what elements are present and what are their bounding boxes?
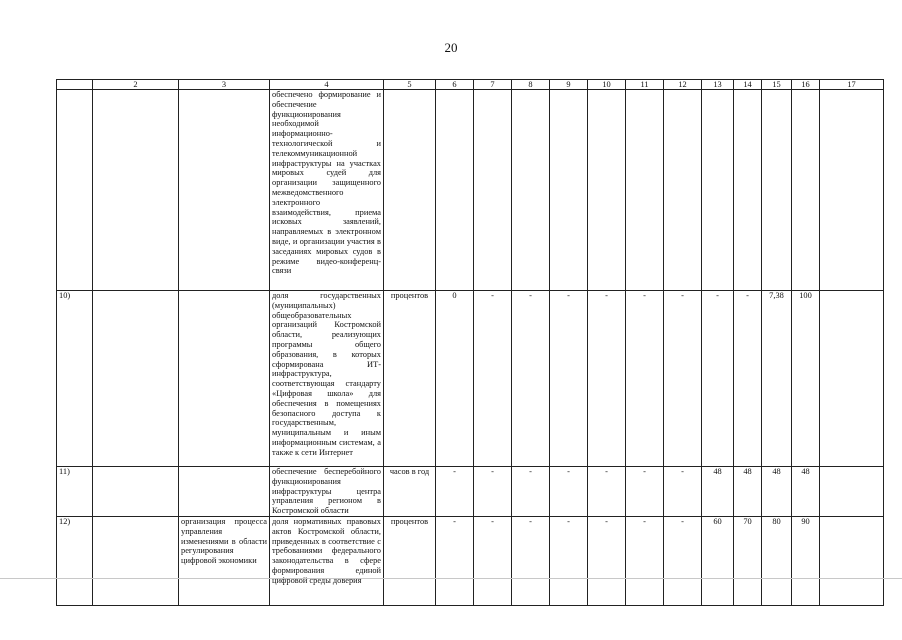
- indicator-name-cell: обеспечение бесперебойного функционирования инфраструктуры центра управления регионом в Костромской области: [270, 467, 384, 517]
- col-header-6: 6: [436, 80, 474, 90]
- value-cell: -: [588, 467, 626, 517]
- col-header-8: 8: [512, 80, 550, 90]
- goal-cell: [93, 467, 179, 517]
- value-cell: -: [664, 291, 702, 467]
- indicator-name-cell: доля государственных (муниципальных) общеобразовательных организаций Костромской области, реализующих программы общего образования, в которых сформирована ИТ-инфраструктура, соответствующая стандарту «Цифровая школа» для обеспечения в помещениях безопасного доступа к государственным, муниципальным и иным информационным системам, а также к сети Интернет: [270, 291, 384, 467]
- column-number-row: [57, 80, 884, 90]
- value-cell: -: [512, 517, 550, 606]
- note-cell: [820, 517, 884, 606]
- value-cell: 60: [702, 517, 734, 606]
- value-cell: -: [664, 467, 702, 517]
- value-cell: -: [474, 291, 512, 467]
- indicator-name-cell: обеспечено формирование и обеспечение функционирования необходимой информационно-технологической и телекоммуникационной инфраструктуры на участках мировых судей для организации защищенного межведомственного электронного взаимодействия, приема исковых заявлений, направляемых в электронном виде, и организации участия в заседаниях мировых судов в режиме видео-конференц-связи: [270, 90, 384, 291]
- task-cell: [179, 90, 270, 291]
- value-cell: 48: [762, 467, 792, 517]
- unit-cell: часов в год: [384, 467, 436, 517]
- value-cell: 48: [792, 467, 820, 517]
- value-cell: -: [474, 467, 512, 517]
- value-cell: [474, 90, 512, 291]
- goal-cell: [93, 90, 179, 291]
- goal-cell: [93, 291, 179, 467]
- col-header-2: 2: [93, 80, 179, 90]
- indicator-name-cell: доля нормативных правовых актов Костромской области, приведенных в соответствие с требованиями федерального законодательства в сфере формирования единой цифровой среды доверия: [270, 517, 384, 606]
- value-cell: -: [588, 517, 626, 606]
- value-cell: 0: [436, 291, 474, 467]
- value-cell: 100: [792, 291, 820, 467]
- note-cell: [820, 90, 884, 291]
- value-cell: [588, 90, 626, 291]
- value-cell: -: [626, 291, 664, 467]
- value-cell: -: [436, 517, 474, 606]
- value-cell: [512, 90, 550, 291]
- value-cell: -: [512, 467, 550, 517]
- task-cell: [179, 291, 270, 467]
- value-cell: 90: [792, 517, 820, 606]
- col-header-5: 5: [384, 80, 436, 90]
- value-cell: -: [588, 291, 626, 467]
- row-number-cell: [57, 90, 93, 291]
- value-cell: [626, 90, 664, 291]
- value-cell: -: [626, 517, 664, 606]
- table-row: [57, 90, 884, 291]
- indicators-table: [56, 79, 884, 606]
- col-header-15: 15: [762, 80, 792, 90]
- value-cell: [664, 90, 702, 291]
- value-cell: [702, 90, 734, 291]
- value-cell: 48: [734, 467, 762, 517]
- value-cell: -: [436, 467, 474, 517]
- col-header-1: [57, 80, 93, 90]
- value-cell: -: [702, 291, 734, 467]
- col-header-3: 3: [179, 80, 270, 90]
- col-header-10: 10: [588, 80, 626, 90]
- note-cell: [820, 291, 884, 467]
- value-cell: -: [550, 291, 588, 467]
- value-cell: -: [512, 291, 550, 467]
- value-cell: -: [550, 517, 588, 606]
- value-cell: [734, 90, 762, 291]
- value-cell: -: [626, 467, 664, 517]
- table-row: [57, 517, 884, 606]
- col-header-7: 7: [474, 80, 512, 90]
- value-cell: 70: [734, 517, 762, 606]
- col-header-17: 17: [820, 80, 884, 90]
- value-cell: -: [550, 467, 588, 517]
- col-header-13: 13: [702, 80, 734, 90]
- unit-cell: процентов: [384, 291, 436, 467]
- note-cell: [820, 467, 884, 517]
- unit-cell: процентов: [384, 517, 436, 606]
- value-cell: 80: [762, 517, 792, 606]
- value-cell: [762, 90, 792, 291]
- value-cell: 48: [702, 467, 734, 517]
- task-cell: организация процесса управления изменениями в области регулирования цифровой экономики: [179, 517, 270, 606]
- table-row: [57, 291, 884, 467]
- col-header-9: 9: [550, 80, 588, 90]
- goal-cell: [93, 517, 179, 606]
- col-header-14: 14: [734, 80, 762, 90]
- page-number: 20: [444, 40, 458, 55]
- value-cell: -: [734, 291, 762, 467]
- value-cell: [792, 90, 820, 291]
- row-number-cell: 11): [57, 467, 93, 517]
- value-cell: [550, 90, 588, 291]
- value-cell: [436, 90, 474, 291]
- table-row: [57, 467, 884, 517]
- col-header-12: 12: [664, 80, 702, 90]
- value-cell: 7,38: [762, 291, 792, 467]
- row-number-cell: 12): [57, 517, 93, 606]
- col-header-16: 16: [792, 80, 820, 90]
- value-cell: -: [664, 517, 702, 606]
- row-number-cell: 10): [57, 291, 93, 467]
- task-cell: [179, 467, 270, 517]
- page-divider-line: [0, 578, 902, 579]
- col-header-4: 4: [270, 80, 384, 90]
- unit-cell: [384, 90, 436, 291]
- col-header-11: 11: [626, 80, 664, 90]
- value-cell: -: [474, 517, 512, 606]
